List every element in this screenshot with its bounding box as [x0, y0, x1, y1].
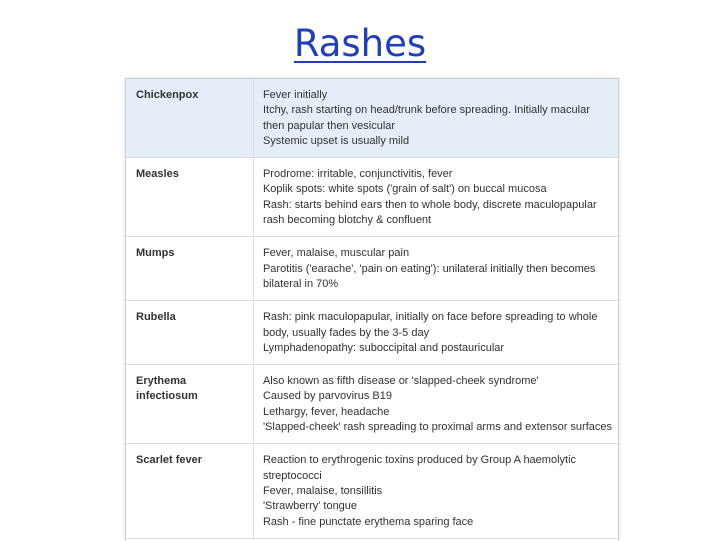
detail-line: Fever initially	[262, 89, 328, 101]
disease-details	[253, 158, 618, 237]
detail-line: streptococci	[262, 469, 322, 482]
detail-line: Fever, malaise, tonsillitis	[262, 484, 383, 497]
detail-line: 'Strawberry' tongue	[262, 500, 358, 513]
table-row	[126, 301, 618, 365]
rashes-table	[125, 78, 619, 541]
disease-name	[126, 365, 253, 444]
disease-name-line: Scarlet fever	[136, 454, 203, 467]
disease-name	[126, 158, 253, 237]
table-row	[126, 158, 618, 237]
disease-details	[253, 444, 618, 538]
table-row	[126, 237, 618, 301]
table-row	[126, 365, 618, 444]
detail-line: 'Slapped-cheek' rash spreading to proximal arms and extensor surfaces	[262, 421, 612, 434]
disease-details	[253, 365, 618, 444]
detail-line: Fever, malaise, muscular pain	[262, 247, 410, 260]
disease-name	[126, 79, 253, 158]
table-row	[126, 444, 618, 538]
detail-line: Rash: pink maculopapular, initially on face before spreading to whole	[262, 311, 598, 324]
disease-name-line: Measles	[136, 168, 179, 181]
disease-name-line: Mumps	[136, 247, 175, 260]
detail-line: Also known as fifth disease or 'slapped-cheek syndrome'	[262, 375, 539, 388]
detail-line: Prodrome: irritable, conjunctivitis, fever	[262, 168, 453, 181]
detail-line: body, usually fades by the 3-5 day	[262, 326, 430, 339]
disease-name-line: Rubella	[136, 311, 176, 324]
detail-line: Lethargy, fever, headache	[262, 405, 390, 418]
detail-line: Lymphadenopathy: suboccipital and postauricular	[262, 341, 505, 354]
detail-line: Rash - fine punctate erythema sparing face	[262, 515, 474, 528]
detail-line: rash becoming blotchy & confluent	[262, 214, 432, 227]
detail-line: Systemic upset is usually mild	[262, 134, 410, 147]
disease-name-line: Erythema	[136, 375, 187, 388]
disease-name	[126, 444, 253, 538]
table-row	[126, 79, 618, 158]
page-title: Rashes	[293, 22, 427, 65]
detail-line: Rash: starts behind ears then to whole body, discrete maculopapular	[262, 198, 597, 211]
detail-line: Parotitis ('earache', 'pain on eating'): unilateral initially then becomes	[262, 262, 596, 275]
detail-line: Caused by parvovirus B19	[262, 390, 392, 403]
disease-name-line: infectiosum	[136, 390, 198, 403]
detail-line: Koplik spots: white spots ('grain of salt') on buccal mucosa	[262, 183, 547, 196]
disease-name	[126, 237, 253, 301]
disease-name	[126, 301, 253, 365]
detail-line: bilateral in 70%	[262, 277, 339, 290]
disease-details	[253, 301, 618, 365]
detail-line: Itchy, rash starting on head/trunk before spreading. Initially macular	[262, 104, 590, 117]
table-body	[126, 79, 618, 538]
disease-details	[253, 237, 618, 301]
disease-name-line: Chickenpox	[136, 89, 199, 101]
detail-line: then papular then vesicular	[262, 119, 396, 132]
disease-details	[253, 79, 618, 158]
detail-line: Reaction to erythrogenic toxins produced by Group A haemolytic	[262, 454, 577, 467]
